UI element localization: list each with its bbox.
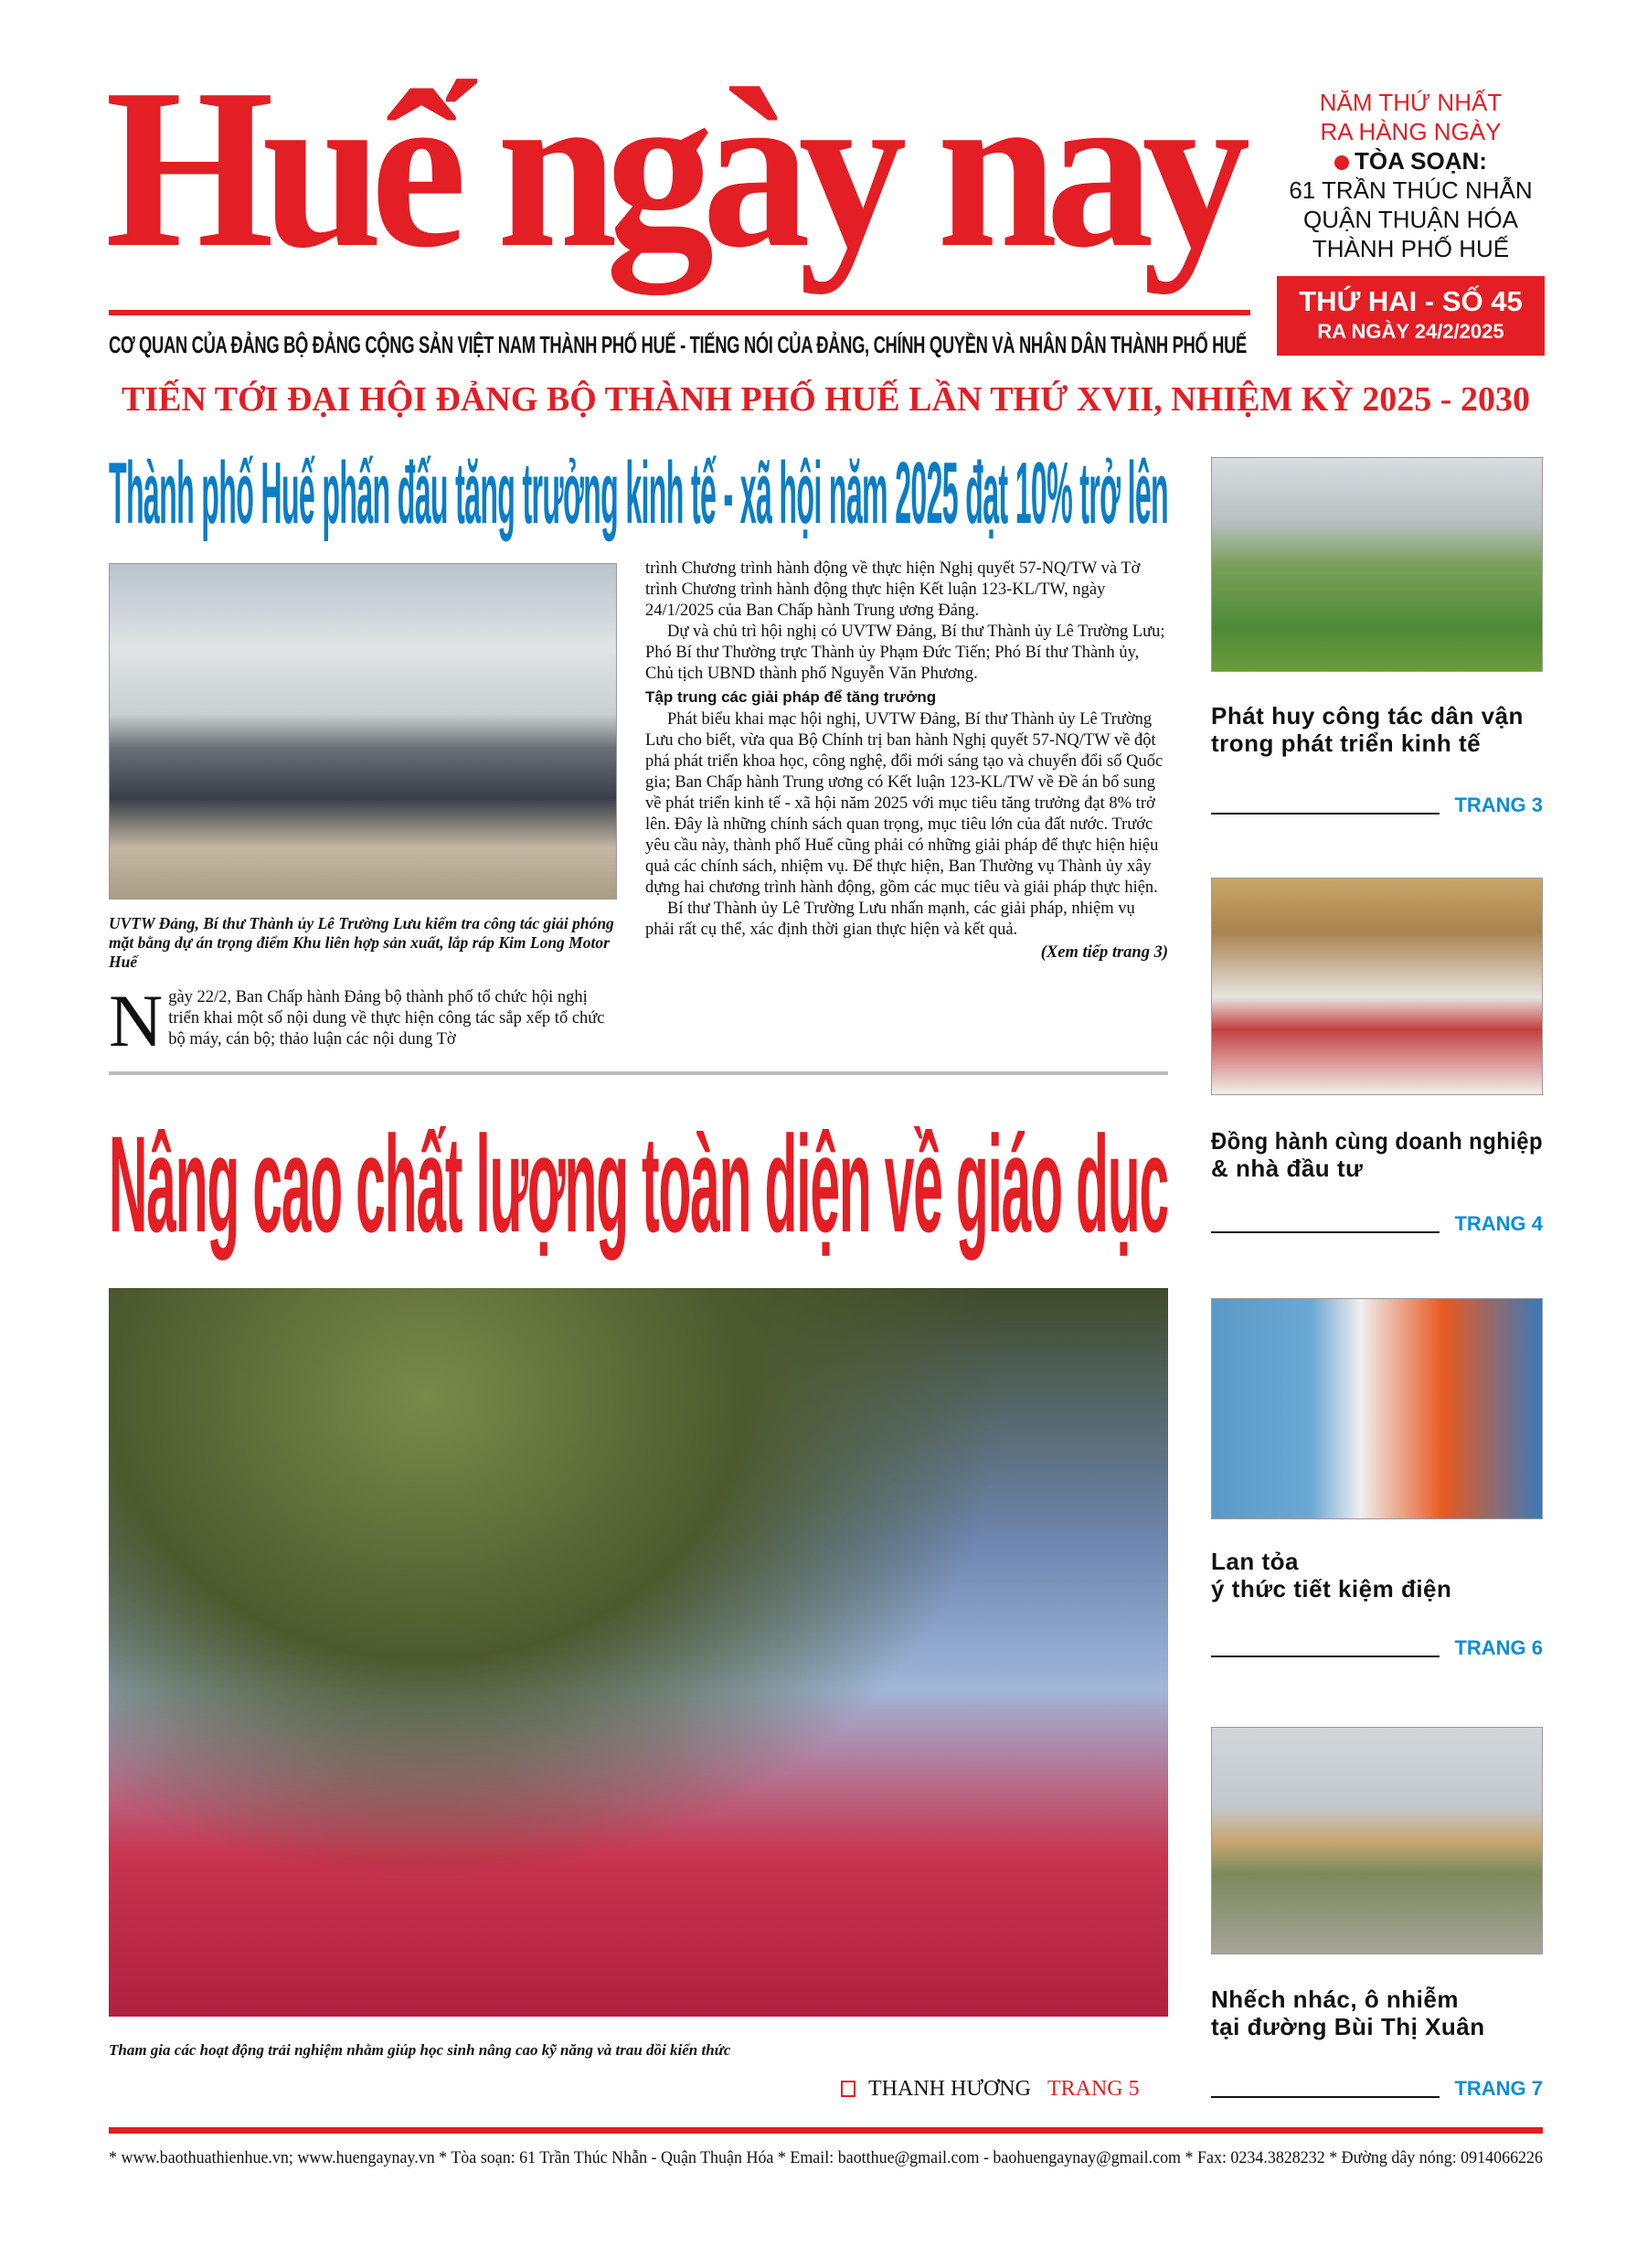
issue-box [1277, 276, 1545, 356]
paragraph: Bí thư Thành ủy Lê Trường Lưu nhấn mạnh, các giải pháp, nhiệm vụ phải rất cụ thể, xác định thời gian thực hiện và kết quả. [645, 900, 1135, 939]
lead-headline[interactable]: Thành phố Huế phấn đấu tăng trưởng kinh tế - xã hội năm 2025 đạt 10% trở lên [109, 444, 1168, 542]
feature-photo[interactable] [109, 1288, 1168, 2017]
footer-rule [109, 2127, 1543, 2134]
address-line: THÀNH PHỐ HUẾ [1312, 235, 1510, 262]
sidebar-rule [1211, 2096, 1440, 2098]
paragraph: Dự và chủ trì hội nghị có UVTW Đảng, Bí thư Thành ủy Lê Trường Lưu; Phó Bí thư Thường trực Thành ủy Phạm Đức Tiến; Phó Bí thư Thành ủy, Chủ tịch UBND thành phố Nguyễn Văn Phương. [645, 623, 1165, 683]
bullet-icon [1334, 155, 1349, 170]
sidebar-title[interactable]: Lan tỏa ý thức tiết kiệm điện [1211, 1548, 1452, 1603]
address-line: QUẬN THUẬN HÓA [1303, 206, 1518, 233]
masthead-tagline: CƠ QUAN CỦA ĐẢNG BỘ ĐẢNG CỘNG SẢN VIỆT NAM THÀNH PHỐ HUẾ - TIẾNG NÓI CỦA ĐẢNG, CHÍNH QUYỀN VÀ NHÂN DÂN THÀNH PHỐ HUẾ [109, 331, 1247, 358]
drop-cap: N [109, 979, 164, 1062]
section-divider [109, 1071, 1168, 1075]
sidebar-page-ref[interactable]: TRANG 6 [1454, 1636, 1543, 1659]
office-label: TÒA SOẠN: [1355, 147, 1487, 175]
sidebar-page-ref[interactable]: TRANG 7 [1454, 2077, 1543, 2100]
sidebar-rule [1211, 813, 1440, 815]
paragraph: Phát biểu khai mạc hội nghị, UVTW Đảng, Bí thư Thành ủy Lê Trường Lưu cho biết, vừa qua Bộ Chính trị ban hành Nghị quyết 57-NQ/TW về đột phá phát triển khoa học, công nghệ, đổi mới sáng tạo và chuyển đổi số Quốc gia; Ban Chấp hành Trung ương có Kết luận 123-KL/TW về Đề án bổ sung về phát triển kinh tế - xã hội năm 2025 với mục tiêu tăng trưởng đạt 8% trở lên. Đây là những chính sách quan trọng, mục tiêu lớn của đất nước. Trước yêu cầu này, thành phố Huế cũng phải có những giải pháp để thực hiện hiệu quả các chính sách, nhiệm vụ. Để thực hiện, Ban Thường vụ Thành ủy xây dựng hai chương trình hành động, gồm các mục tiêu và giải pháp thực hiện. [645, 710, 1164, 897]
square-bullet-icon [841, 2081, 855, 2097]
lead-intro [109, 979, 617, 1062]
sidebar-title[interactable]: Đồng hành cùng doanh nghiệp & nhà đầu tư [1211, 1127, 1543, 1182]
masthead-logo: Huế ngày nay [105, 42, 1238, 295]
frequency: RA HÀNG NGÀY [1320, 118, 1502, 145]
subheading: Tập trung các giải pháp để tăng trưởng [645, 688, 937, 706]
sidebar-photo[interactable] [1211, 457, 1543, 672]
sidebar-photo[interactable] [1211, 878, 1543, 1095]
address-line: 61 TRẦN THÚC NHẪN [1289, 176, 1533, 204]
sidebar-photo[interactable] [1211, 1298, 1543, 1519]
sidebar-photo[interactable] [1211, 1727, 1543, 1954]
sidebar-rule [1211, 1656, 1440, 1657]
continued-link[interactable]: (Xem tiếp trang 3) [1040, 943, 1168, 962]
sidebar-page-ref[interactable]: TRANG 3 [1454, 793, 1543, 816]
sidebar-title[interactable]: Nhếch nhác, ô nhiễm tại đường Bùi Thị Xuân [1211, 1986, 1485, 2040]
feature-caption: Tham gia các hoạt động trải nghiệm nhằm giúp học sinh nâng cao kỹ năng và trau dồi kiến thức [109, 2041, 731, 2059]
feature-byline [841, 2077, 1140, 2102]
sidebar-title[interactable]: Phát huy công tác dân vận trong phát triển kinh tế [1211, 702, 1524, 757]
page-ref[interactable]: TRANG 5 [1047, 2077, 1140, 2101]
lead-kicker: TIẾN TỚI ĐẠI HỘI ĐẢNG BỘ THÀNH PHỐ HUẾ LẦN THỨ XVII, NHIỆM KỲ 2025 - 2030 [122, 380, 1530, 419]
issue-number: THỨ HAI - SỐ 45 [1299, 285, 1523, 317]
intro-text: gày 22/2, Ban Chấp hành Đảng bộ thành phố tổ chức hội nghị triển khai một số nội dung về thực hiện công tác sắp xếp tổ chức bộ máy, cán bộ; thảo luận các nội dung Tờ [168, 988, 605, 1049]
lead-body [645, 559, 1168, 964]
lead-photo-caption: UVTW Đảng, Bí thư Thành ủy Lê Trường Lưu kiểm tra công tác giải phóng mặt bằng dự án trọng điểm Khu liên hợp sản xuất, lắp ráp Kim Long Motor Huế [109, 914, 614, 971]
paragraph: trình Chương trình hành động về thực hiện Nghị quyết 57-NQ/TW và Tờ trình Chương trình hành động thực hiện Kết luận 123-KL/TW, ngày 24/1/2025 của Ban Chấp hành Trung ương Đảng. [645, 559, 1141, 620]
masthead-rule [109, 310, 1250, 315]
author: THANH HƯƠNG [868, 2077, 1031, 2101]
lead-photo[interactable] [109, 563, 617, 900]
sidebar-rule [1211, 1231, 1440, 1233]
issue-date: RA NGÀY 24/2/2025 [1317, 320, 1504, 343]
sidebar-page-ref[interactable]: TRANG 4 [1454, 1212, 1543, 1235]
feature-headline[interactable]: Nâng cao chất lượng toàn diện về giáo dục [109, 1107, 1168, 1261]
year-line: NĂM THỨ NHẤT [1319, 89, 1503, 116]
masthead-info [1277, 88, 1545, 263]
footer-contact: * www.baothuathienhue.vn; www.huengaynay.vn * Tòa soạn: 61 Trần Thúc Nhẫn - Quận Thuận Hóa * Email: baotthue@gmail.com - baohuengaynay@gmail.com * Fax: 0234.3828232 * Đường dây nóng: 0914066226 [109, 2148, 1543, 2167]
